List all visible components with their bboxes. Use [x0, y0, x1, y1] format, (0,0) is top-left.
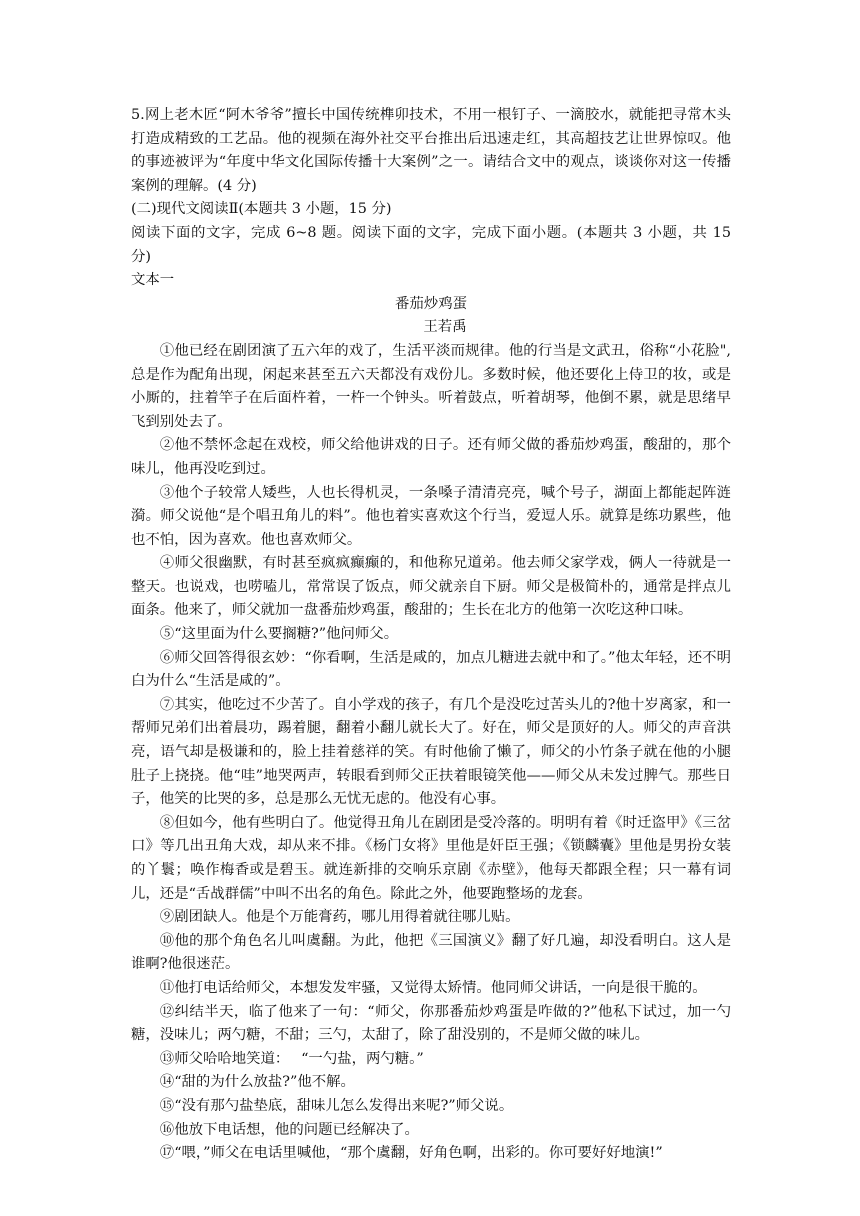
- story-paragraph: ⑭“甜的为什么放盐?”他不解。: [159, 1074, 355, 1091]
- story-paragraph: ⑨剧团缺人。他是个万能膏药，哪儿用得着就往哪儿贴。: [159, 909, 520, 926]
- story-paragraph: ⑫纠结半天，临了他来了一句：“师父，你那番茄炒鸡蛋是咋做的?”他私下试过，加一勺糖，没味儿；两勺糖，不甜；三勺，太甜了，除了甜没别的，不是师父做的味儿。: [131, 1003, 731, 1044]
- story-paragraph: ⑯他放下电话想，他的问题已经解决了。: [159, 1121, 419, 1138]
- story-paragraph: ①他已经在剧团演了五六年的戏了，生活平淡而规律。他的行当是文武丑，俗称“小花脸",总是作为配角出现，闲起来甚至五六天都没有戏份儿。多数时候，他还要化上侍卫的妆，或是小厮的，拄着竿子在后面杵着，一杵一个钟头。听着鼓点，听着胡琴，他倒不累，就是思绪早飞到别处去了。: [131, 342, 731, 430]
- question-5: 5.网上老木匠“阿木爷爷”擅长中国传统榫卯技术，不用一根钉子、一滴胶水，就能把寻常木头打造成精致的工艺品。他的视频在海外社交平台推出后迅速走红，其高超技艺让世界惊叹。他的事迹被评为“年度中华文化国际传播十大案例”之一。请结合文中的观点，谈谈你对这一传播案例的理解。(4 分): [131, 107, 731, 194]
- story-author: 王若禹: [423, 319, 467, 336]
- document-page: [131, 104, 731, 1166]
- story-paragraph: ⑪他打电话给师父，本想发发牢骚，又觉得太矫情。他同师父讲话，一向是很干脆的。: [159, 979, 707, 996]
- section-heading: (二)现代文阅读Ⅱ(本题共 3 小题，15 分): [131, 201, 392, 218]
- story-paragraph: ⑧但如今，他有些明白了。他觉得丑角儿在剧团是受冷落的。明明有着《时迁盗甲》《三岔口》等几出丑角大戏，却从来不排。《杨门女将》里他是奸臣王强；《锁麟囊》里他是男扮女装的丫鬟；唤作梅香或是碧玉。就连新排的交响乐京剧《赤壁》，他每天都跟全程；只一幕有词儿，还是“舌战群儒”中叫不出名的角色。除此之外，他要跑整场的龙套。: [131, 814, 731, 902]
- story-paragraph: ⑥师父回答得很玄妙：“你看啊，生活是咸的，加点儿糖进去就中和了。”他太年轻，还不明白为什么“生活是咸的”。: [131, 649, 731, 690]
- text-label: 文本一: [131, 272, 175, 289]
- story-paragraph: ②他不禁怀念起在戏校，师父给他讲戏的日子。还有师父做的番茄炒鸡蛋，酸甜的，那个味儿，他再没吃到过。: [131, 437, 731, 477]
- story-body: [131, 340, 731, 1166]
- story-paragraph: ⑰“喂，”师父在电话里喊他，“那个虞翻，好角色啊，出彩的。你可要好好地演!”: [159, 1145, 663, 1162]
- story-paragraph: ③他个子较常人矮些，人也长得机灵，一条嗓子清清亮亮，喊个号子，湖面上都能起阵涟漪。师父说他“是个唱丑角儿的料”。他也着实喜欢这个行当，爱逗人乐。就算是练功累些，他也不怕，因为喜欢。他也喜欢师父。: [131, 484, 731, 548]
- story-paragraph: ⑮“没有那勺盐垫底，甜味儿怎么发得出来呢?”师父说。: [159, 1097, 514, 1114]
- story-title: 番茄炒鸡蛋: [395, 295, 467, 312]
- reading-instruction: 阅读下面的文字，完成 6~8 题。阅读下面的文字，完成下面小题。(本题共 3 小题，共 15 分): [131, 224, 731, 265]
- story-paragraph: ⑤“这里面为什么要搁糖?”他问师父。: [159, 626, 399, 643]
- story-paragraph: ④师父很幽默，有时甚至疯疯癫癫的，和他称兄道弟。他去师父家学戏，俩人一待就是一整天。也说戏，也唠嗑儿，常常误了饭点，师父就亲自下厨。师父是极简朴的，通常是拌点儿面条。他来了，师父就加一盘番茄炒鸡蛋，酸甜的；生长在北方的他第一次吃这种口味。: [131, 555, 731, 619]
- story-paragraph: ⑦其实，他吃过不少苦了。自小学戏的孩子，有几个是没吃过苦头儿的?他十岁离家，和一帮师兄弟们出着晨功，踢着腿，翻着小翻儿就长大了。好在，师父是顶好的人。师父的声音洪亮，语气却是极谦和的，脸上挂着慈祥的笑。有时他偷了懒了，师父的小竹条子就在他的小腿肚子上挠挠。他“哇”地哭两声，转眼看到师父正扶着眼镜笑他——师父从未发过脾气。那些日子，他笑的比哭的多，总是那么无忧无虑的。他没有心事。: [131, 696, 731, 808]
- story-paragraph: ⑬师父哈哈地笑道： “一勺盐，两勺糖。”: [159, 1050, 424, 1067]
- story-paragraph: ⑩他的那个角色名儿叫虞翻。为此，他把《三国演义》翻了好几遍，却没看明白。这人是谁啊?他很迷茫。: [131, 932, 731, 973]
